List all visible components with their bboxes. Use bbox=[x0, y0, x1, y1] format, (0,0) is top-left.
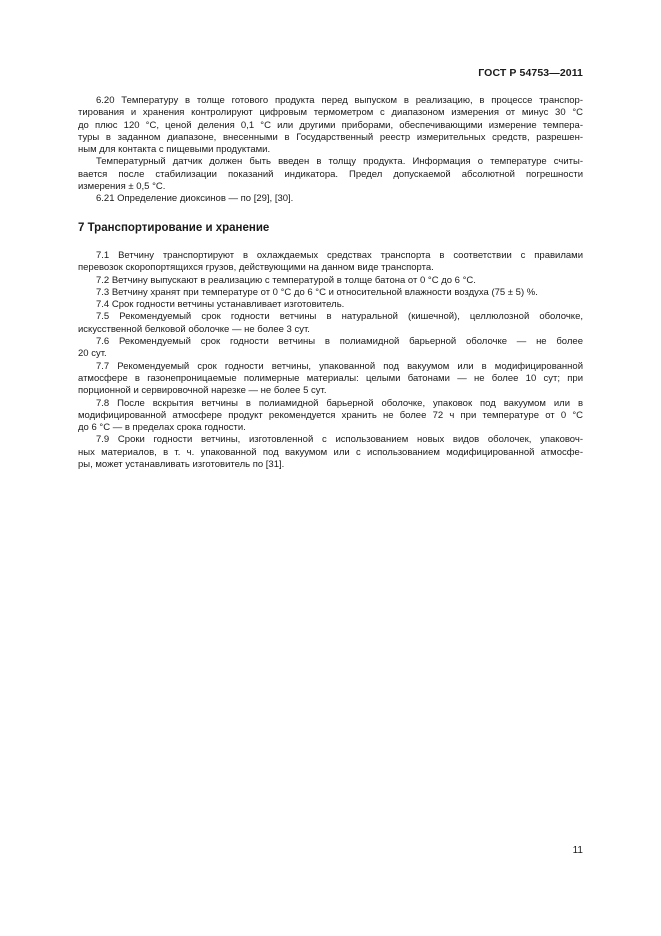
text-line: 7.4 Срок годности ветчины устанавливает изготовитель. bbox=[96, 299, 345, 311]
text-line: до плюс 120 °С, ценой деления 0,1 °С или другими приборами, обеспечивающими измерение темпера- bbox=[78, 119, 583, 131]
section-7-text bbox=[78, 250, 583, 471]
paragraph-7-3 bbox=[78, 287, 583, 299]
paragraph-7-4 bbox=[78, 299, 583, 311]
text-line: 7.8 После вскрытия ветчины в полиамидной барьерной оболочке, упаковок под вакуумом или в bbox=[96, 397, 583, 409]
text-line: 7.7 Рекомендуемый срок годности ветчины, упакованной под вакуумом или в модифицированной bbox=[96, 360, 583, 372]
text-line: 7.9 Сроки годности ветчины, изготовленной с использованием новых видов оболочек, упаковоч- bbox=[96, 434, 583, 446]
text-line: 7.6 Рекомендуемый срок годности ветчины в полиамидной барьерной оболочке — не более bbox=[96, 336, 583, 348]
text-line: атмосфере в газонепроницаемые полимерные материалы: целыми батонами — не более 10 сут; при bbox=[78, 372, 583, 384]
text-line: 6.21 Определение диоксинов — по [29], [30]. bbox=[96, 193, 294, 205]
text-line: 20 сут. bbox=[78, 348, 107, 360]
text-line: 7.1 Ветчину транспортируют в охлаждаемых средствах транспорта в соответствии с правилами bbox=[96, 250, 583, 261]
text-line: Температурный датчик должен быть введен в толщу продукта. Информация о температуре считы- bbox=[96, 156, 583, 168]
text-line: 6.20 Температуру в толще готового продукта перед выпуском в реализацию, в процессе транспор- bbox=[96, 95, 583, 106]
text-line: туры в заданном диапазоне, внесенными в Государственный реестр измерительных средств, разрешен- bbox=[78, 131, 583, 143]
section-6-text bbox=[78, 95, 583, 206]
document-header-id: ГОСТ Р 54753—2011 bbox=[478, 67, 583, 79]
paragraph-6-20-sensor bbox=[78, 156, 583, 193]
text-line: тирования и хранения контролируют цифровым термометром с диапазоном измерения от минус 30 °С bbox=[78, 107, 583, 119]
paragraph-6-20 bbox=[78, 95, 583, 156]
text-line: вается после стабилизации показаний индикатора. Предел допускаемой абсолютной погрешности bbox=[78, 168, 583, 180]
paragraph-6-21 bbox=[78, 193, 583, 205]
text-line: модифицированной атмосфере продукт рекомендуется хранить не более 72 ч при температуре от 0 °С bbox=[78, 409, 583, 421]
text-line: искусственной белковой оболочке — не более 3 сут. bbox=[78, 323, 310, 335]
paragraph-7-6 bbox=[78, 336, 583, 361]
text-line: 7.3 Ветчину хранят при температуре от 0 °С до 6 °С и относительной влажности воздуха (75 ± 5) %. bbox=[96, 286, 538, 298]
paragraph-7-5 bbox=[78, 311, 583, 336]
paragraph-7-9 bbox=[78, 434, 583, 471]
page-number: 11 bbox=[572, 845, 583, 856]
section-7-title: 7 Транспортирование и хранение bbox=[78, 222, 270, 234]
text-line: ры, может устанавливать изготовитель по [31]. bbox=[78, 459, 285, 471]
text-line: 7.5 Рекомендуемый срок годности ветчины в натуральной (кишечной), целлюлозной оболочке, bbox=[96, 311, 583, 323]
paragraph-7-8 bbox=[78, 398, 583, 435]
paragraph-7-2 bbox=[78, 275, 583, 287]
paragraph-7-7 bbox=[78, 361, 583, 398]
text-line: перевозок скоропортящихся грузов, действующими на данном виде транспорта. bbox=[78, 262, 434, 274]
text-line: порционной и сервировочной нарезке — не более 5 сут. bbox=[78, 385, 327, 397]
text-line: ных материалов, в т. ч. упакованной под вакуумом или с использованием модифицированной атмосфе- bbox=[78, 446, 583, 458]
text-line: 7.2 Ветчину выпускают в реализацию с температурой в толще батона от 0 °С до 6 °С. bbox=[96, 274, 476, 286]
text-line: измерения ± 0,5 °С. bbox=[78, 181, 166, 193]
text-line: до 6 °С — в пределах срока годности. bbox=[78, 422, 246, 434]
paragraph-7-1 bbox=[78, 250, 583, 275]
text-line: ным для контакта с пищевыми продуктами. bbox=[78, 144, 271, 156]
